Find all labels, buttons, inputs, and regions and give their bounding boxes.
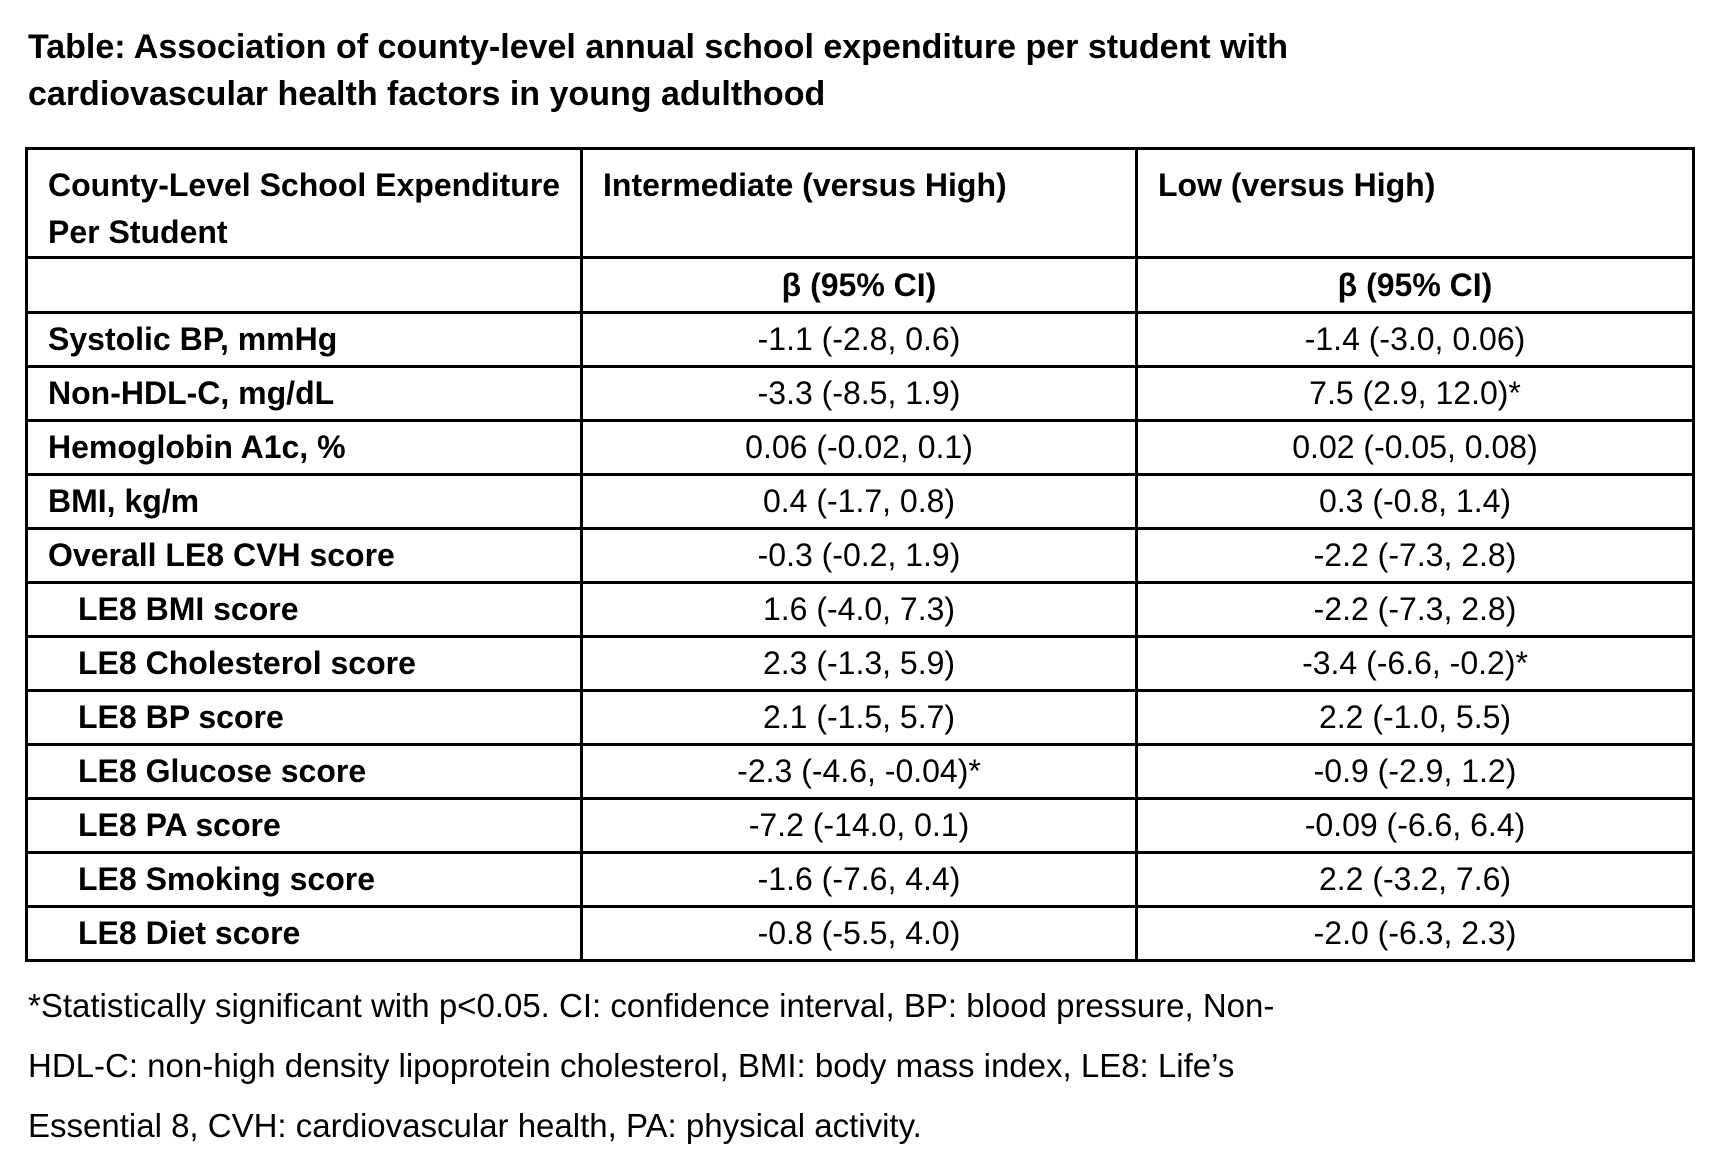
value-intermediate: 2.1 (-1.5, 5.7) xyxy=(582,691,1137,745)
value-low: -1.4 (-3.0, 0.06) xyxy=(1137,313,1694,367)
subheader-beta-low: β (95% CI) xyxy=(1137,258,1694,313)
value-low: -2.0 (-6.3, 2.3) xyxy=(1137,907,1694,961)
row-label: Systolic BP, mmHg xyxy=(27,313,582,367)
row-systolic-bp xyxy=(27,313,1694,367)
row-label: LE8 BMI score xyxy=(27,583,582,637)
value-low: 0.02 (-0.05, 0.08) xyxy=(1137,421,1694,475)
row-le8-bmi xyxy=(27,583,1694,637)
value-low: 7.5 (2.9, 12.0)* xyxy=(1137,367,1694,421)
row-le8-diet xyxy=(27,907,1694,961)
row-bmi xyxy=(27,475,1694,529)
subheader-empty xyxy=(27,258,582,313)
subheader-beta-intermediate: β (95% CI) xyxy=(582,258,1137,313)
row-label: LE8 PA score xyxy=(27,799,582,853)
row-le8-glucose xyxy=(27,745,1694,799)
value-low: -2.2 (-7.3, 2.8) xyxy=(1137,529,1694,583)
footnote-line: HDL-C: non-high density lipoprotein cholesterol, BMI: body mass index, LE8: Life’s xyxy=(28,1047,1235,1084)
value-low: -2.2 (-7.3, 2.8) xyxy=(1137,583,1694,637)
value-intermediate: 1.6 (-4.0, 7.3) xyxy=(582,583,1137,637)
value-intermediate: -1.6 (-7.6, 4.4) xyxy=(582,853,1137,907)
row-label: LE8 Smoking score xyxy=(27,853,582,907)
row-label: BMI, kg/m xyxy=(27,475,582,529)
footnote-line: *Statistically significant with p<0.05. CI: confidence interval, BP: blood pressure, Non- xyxy=(28,987,1275,1024)
row-label: LE8 BP score xyxy=(27,691,582,745)
value-intermediate: 0.06 (-0.02, 0.1) xyxy=(582,421,1137,475)
row-label: Overall LE8 CVH score xyxy=(27,529,582,583)
col-header-low: Low (versus High) xyxy=(1137,149,1694,258)
row-le8-cholesterol xyxy=(27,637,1694,691)
value-low: 2.2 (-3.2, 7.6) xyxy=(1137,853,1694,907)
footnote-line: Essential 8, CVH: cardiovascular health, PA: physical activity. xyxy=(28,1107,922,1144)
row-le8-bp xyxy=(27,691,1694,745)
value-low: 0.3 (-0.8, 1.4) xyxy=(1137,475,1694,529)
value-intermediate: -7.2 (-14.0, 0.1) xyxy=(582,799,1137,853)
value-intermediate: -1.1 (-2.8, 0.6) xyxy=(582,313,1137,367)
row-label: LE8 Glucose score xyxy=(27,745,582,799)
subheader-row xyxy=(27,258,1694,313)
value-low: -0.09 (-6.6, 6.4) xyxy=(1137,799,1694,853)
value-low: -3.4 (-6.6, -0.2)* xyxy=(1137,637,1694,691)
row-non-hdl-c xyxy=(27,367,1694,421)
table-title: Table: Association of county-level annual school expenditure per student with cardiovascular health factors in young adulthood xyxy=(28,28,1289,113)
row-label: LE8 Diet score xyxy=(27,907,582,961)
row-le8-pa xyxy=(27,799,1694,853)
value-intermediate: 0.4 (-1.7, 0.8) xyxy=(582,475,1137,529)
row-label: Hemoglobin A1c, % xyxy=(27,421,582,475)
header-row xyxy=(27,149,1694,258)
row-overall-le8-cvh xyxy=(27,529,1694,583)
value-low: -0.9 (-2.9, 1.2) xyxy=(1137,745,1694,799)
value-intermediate: 2.3 (-1.3, 5.9) xyxy=(582,637,1137,691)
row-label: LE8 Cholesterol score xyxy=(27,637,582,691)
col-header-expenditure: County-Level School Expenditure Per Student xyxy=(27,149,582,258)
value-intermediate: -3.3 (-8.5, 1.9) xyxy=(582,367,1137,421)
value-intermediate: -0.8 (-5.5, 4.0) xyxy=(582,907,1137,961)
row-label: Non-HDL-C, mg/dL xyxy=(27,367,582,421)
row-hemoglobin-a1c xyxy=(27,421,1694,475)
footnote xyxy=(28,976,1736,1156)
col-header-intermediate: Intermediate (versus High) xyxy=(582,149,1137,258)
results-table xyxy=(25,147,1695,962)
row-le8-smoking xyxy=(27,853,1694,907)
value-intermediate: -2.3 (-4.6, -0.04)* xyxy=(582,745,1137,799)
value-intermediate: -0.3 (-0.2, 1.9) xyxy=(582,529,1137,583)
value-low: 2.2 (-1.0, 5.5) xyxy=(1137,691,1694,745)
